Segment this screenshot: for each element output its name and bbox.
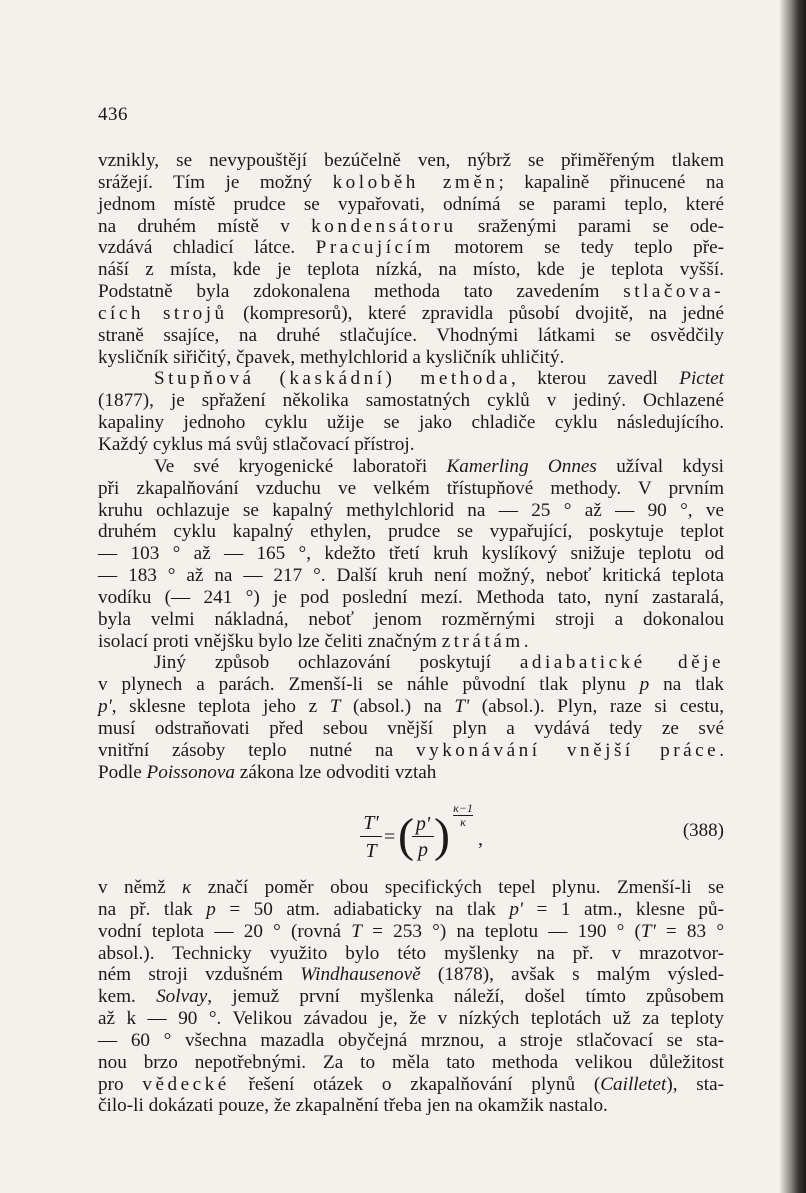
text-line: Podle Poissonova zákona lze odvoditi vztah	[98, 761, 437, 783]
text-line: — 60 ° všechna mazadla obyčejná mrznou, a stroje stlačovací se sta-	[98, 1029, 724, 1051]
paragraph-5	[98, 877, 724, 1117]
text-line: čilo-li dokázati pouze, že zkapalnění třeba jen na okamžik nastalo.	[98, 1095, 608, 1117]
spaced-emphasis: vědecké	[142, 1073, 230, 1095]
text-block-upper	[98, 150, 724, 783]
spaced-emphasis: stlačova-	[623, 281, 724, 303]
text-line: při zkapalňování vzduchu ve velkém třístupňové methody. V prvním	[98, 477, 724, 499]
text-line: nou brzo nepotřebnými. Za to měla tato methoda velikou důležitost	[98, 1051, 724, 1073]
paragraph-2	[98, 368, 724, 455]
inner-fraction	[412, 812, 434, 861]
italic-name: T'	[454, 696, 470, 718]
spaced-emphasis: kondensátoru	[311, 215, 457, 237]
italic-name: T	[329, 696, 341, 718]
text-line: v němž κ značí poměr obou specifických tepel plynu. Zmenší-li se	[98, 877, 724, 898]
text-line: pro vědecké řešení otázek o zkapalňování plynů (Cailletet), sta-	[98, 1073, 724, 1095]
text-line: v plynech a parách. Zmenší-li se náhle původní tlak plynu p na tlak	[98, 674, 724, 696]
italic-name: p'	[509, 898, 524, 920]
equals-sign: =	[384, 826, 396, 848]
text-line: byla velmi nákladná, neboť jenom rozměrnými stroji a dokonalou	[98, 608, 724, 630]
text-line: — 103 ° až — 165 °, kdežto třetí kruh kyslíkový snižuje teplotu od	[98, 543, 724, 565]
text-line: vzdává chladicí látce. Pracujícím motorem se tedy teplo pře-	[98, 237, 724, 259]
spaced-emphasis: cích strojů	[98, 302, 228, 324]
text-line: isolací proti vnějšku bylo lze čeliti značným ztrátám.	[98, 630, 529, 652]
italic-name: p'	[98, 696, 112, 718]
text-line: jednom místě prudce se vypařovati, odnímá se parami teplo, které	[98, 193, 724, 215]
poisson-formula	[360, 801, 560, 872]
italic-name: Solvay	[156, 986, 208, 1008]
text-line: vnitřní zásoby teplo nutné na vykonávání vnější práce.	[98, 739, 724, 761]
italic-name: T'	[640, 920, 656, 942]
italic-name: p	[639, 674, 650, 696]
text-line: musí odstraňovati před sebou vnější plyn a vydává tedy ze své	[98, 717, 724, 739]
inner-numerator: p'	[415, 813, 431, 835]
lhs-denominator: T	[365, 840, 377, 862]
italic-name: Kamerling Onnes	[446, 455, 597, 477]
left-paren: (	[398, 809, 414, 862]
text-line: vodíku (— 241 °) je pod poslední mezí. Methoda tato, nyní zastaralá,	[98, 586, 724, 608]
spaced-emphasis: Stupňová (kaskádní) methoda	[154, 368, 511, 390]
text-line: kruhu ochlazuje se kapalný methylchlorid na — 25 ° až — 90 °, ve	[98, 499, 724, 521]
paragraph-4	[98, 652, 724, 783]
italic-name: κ	[182, 877, 192, 898]
italic-name: Windhausenově	[300, 964, 421, 986]
spaced-emphasis: adiabatické děje	[519, 652, 724, 674]
exponent-denominator: κ	[460, 815, 466, 829]
text-line: absol.). Technicky využito bylo této myšlenky na př. v mrazotvor-	[98, 942, 724, 964]
italic-name: Poissonova	[146, 761, 235, 783]
spaced-emphasis: vykonávání vnější práce	[416, 739, 720, 761]
text-line: až k — 90 °. Velikou závadou je, že v nízkých teplotách už za teploty	[98, 1008, 724, 1030]
text-line: srážejí. Tím je možný koloběh změn; kapalině přinucené na	[98, 171, 725, 193]
italic-name: T	[351, 920, 362, 942]
text-line: cích strojů (kompresorů), které zpravidla působí dvojitě, na jedné	[98, 302, 724, 324]
italic-name: Pictet	[679, 368, 724, 390]
text-line: vodní teplota — 20 ° (rovná T = 253 °) na teplotu — 190 ° (T' = 83 °	[98, 920, 724, 942]
text-line: Jiný způsob ochlazování poskytují adiabatické děje	[154, 652, 724, 674]
italic-name: Cailletet	[600, 1073, 667, 1095]
inner-denominator: p	[418, 839, 428, 861]
equation-number: (388)	[682, 820, 724, 841]
formula-comma: ,	[478, 828, 483, 850]
text-line: kem. Solvay, jemuž první myšlenka náleží, došel tímto způsobem	[98, 986, 724, 1008]
equation-388	[98, 801, 724, 872]
paragraph-1	[98, 150, 724, 368]
text-line: Každý cyklus má svůj stlačovací přístroj.	[98, 433, 415, 455]
exponent-numerator: κ−1	[453, 801, 473, 815]
spaced-emphasis: ztrátám	[441, 630, 524, 652]
text-line: náší z místa, kde je teplota nízká, na místo, kde je teplota vyšší.	[98, 259, 724, 281]
text-line: na druhém místě v kondensátoru sraženými parami se ode-	[98, 215, 725, 237]
text-line: vznikly, se nevypouštějí bezúčelně ven, nýbrž se přiměřeným tlakem	[98, 150, 724, 171]
exponent-fraction	[450, 802, 476, 829]
text-line: druhém cyklu kapalný ethylen, prudce se vypařující, poskytuje teplot	[98, 521, 724, 543]
right-paren: )	[434, 809, 450, 862]
spaced-emphasis: Pracujícím	[315, 237, 434, 259]
text-line: kysličník siřičitý, čpavek, methylchlorid a kysličník uhličitý.	[98, 346, 565, 368]
text-line: Stupňová (kaskádní) methoda, kterou zavedl Pictet	[154, 368, 724, 390]
text-line: (1877), je spřažení několika samostatných cyklů v jediný. Ochlazené	[98, 390, 724, 412]
text-line: straně ssajíce, na druhé stlačujíce. Vhodnými látkami se osvědčily	[98, 324, 724, 346]
text-line: Ve své kryogenické laboratoři Kamerling Onnes užíval kdysi	[154, 455, 724, 477]
text-line: ném stroji vzdušném Windhausenově (1878), avšak s malým výsled-	[98, 964, 724, 986]
page-number: 436	[98, 104, 128, 125]
text-line: p', sklesne teplota jeho z T (absol.) na T' (absol.). Plyn, raze si cestu,	[98, 696, 724, 718]
text-line: kapaliny jednoho cyklu užije se jako chladiče cyklu následujícího.	[98, 412, 724, 434]
paragraph-3	[98, 456, 724, 653]
text-line: na př. tlak p = 50 atm. adiabaticky na tlak p' = 1 atm., klesne pů-	[98, 898, 724, 920]
lhs-numerator: T'	[363, 812, 379, 834]
italic-name: p	[206, 898, 216, 920]
text-block-lower	[98, 877, 724, 1117]
spaced-emphasis: koloběh změn	[332, 171, 499, 193]
scan-page-edge	[780, 0, 806, 1193]
lhs-fraction	[360, 810, 382, 863]
text-line: — 183 ° až na — 217 °. Další kruh není možný, neboť kritická teplota	[98, 565, 724, 587]
text-line: Podstatně byla zdokonalena methoda tato zavedením stlačova-	[98, 281, 724, 303]
